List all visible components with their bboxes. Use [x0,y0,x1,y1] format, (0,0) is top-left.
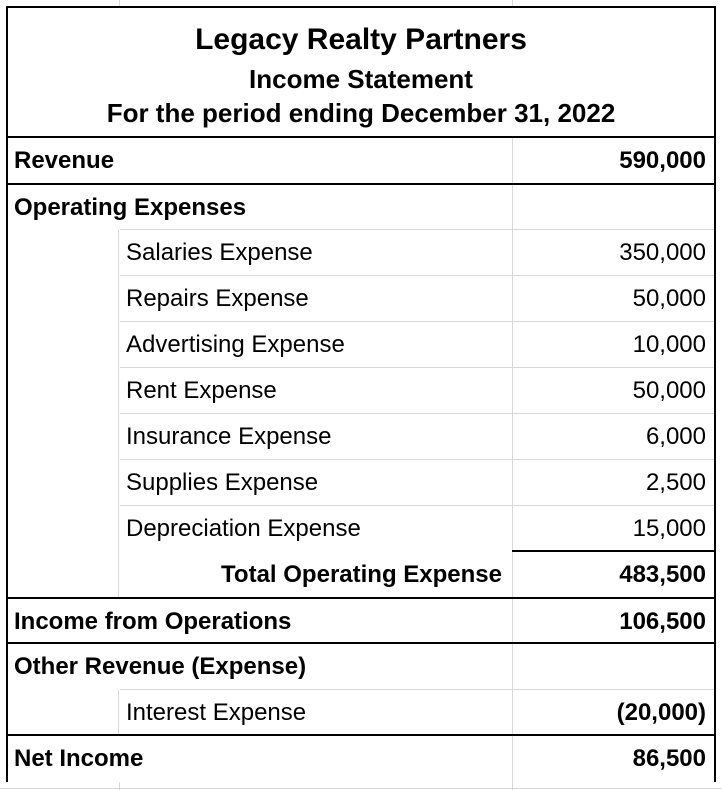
income-from-operations-amount: 106,500 [619,608,706,635]
expense-amount: 50,000 [632,285,706,312]
statement-period: For the period ending December 31, 2022 [106,98,616,128]
statement-title: Income Statement [249,64,473,94]
expense-label: Rent Expense [126,377,277,404]
table-row [8,276,714,322]
expense-label: Salaries Expense [126,239,313,266]
interest-expense-label: Interest Expense [126,699,307,726]
table-row [8,414,714,460]
table-row [8,690,714,734]
operating-expenses-label: Operating Expenses [14,194,247,221]
other-revenue-label: Other Revenue (Expense) [14,653,307,680]
row-divider [120,413,714,414]
company-name: Legacy Realty Partners [195,23,527,56]
income-from-operations-row [8,599,714,645]
expense-amount: 6,000 [645,423,706,450]
other-revenue-heading-row [8,644,714,690]
expense-amount: 15,000 [632,515,706,542]
table-row [8,368,714,414]
gridline [0,788,722,789]
table-row [8,506,714,552]
total-operating-expense-label: Total Operating Expense [221,561,502,588]
net-income-row [8,736,714,782]
expense-label: Repairs Expense [126,285,309,312]
total-operating-expense-row [8,552,714,598]
interest-expense-amount: (20,000) [616,699,706,726]
row-divider [120,229,714,230]
expense-label: Supplies Expense [126,469,319,496]
statement-header [8,8,714,137]
expense-label: Insurance Expense [126,423,332,450]
row-divider [120,321,714,322]
row-divider [120,367,714,368]
revenue-row [8,138,714,184]
net-income-label: Net Income [14,745,144,772]
expense-label: Depreciation Expense [126,515,361,542]
revenue-amount: 590,000 [619,147,706,174]
operating-expenses-heading-row [8,185,714,231]
net-income-amount: 86,500 [632,745,706,772]
row-divider [120,459,714,460]
total-operating-expense-amount: 483,500 [619,561,706,588]
row-divider [120,505,714,506]
expense-label: Advertising Expense [126,331,345,358]
table-row [8,460,714,506]
expense-amount: 10,000 [632,331,706,358]
row-divider [120,275,714,276]
expense-amount: 350,000 [619,239,706,266]
expense-amount: 50,000 [632,377,706,404]
income-from-operations-label: Income from Operations [14,608,292,635]
expense-amount: 2,500 [645,469,706,496]
table-row [8,322,714,368]
table-row [8,230,714,276]
revenue-label: Revenue [14,147,115,174]
